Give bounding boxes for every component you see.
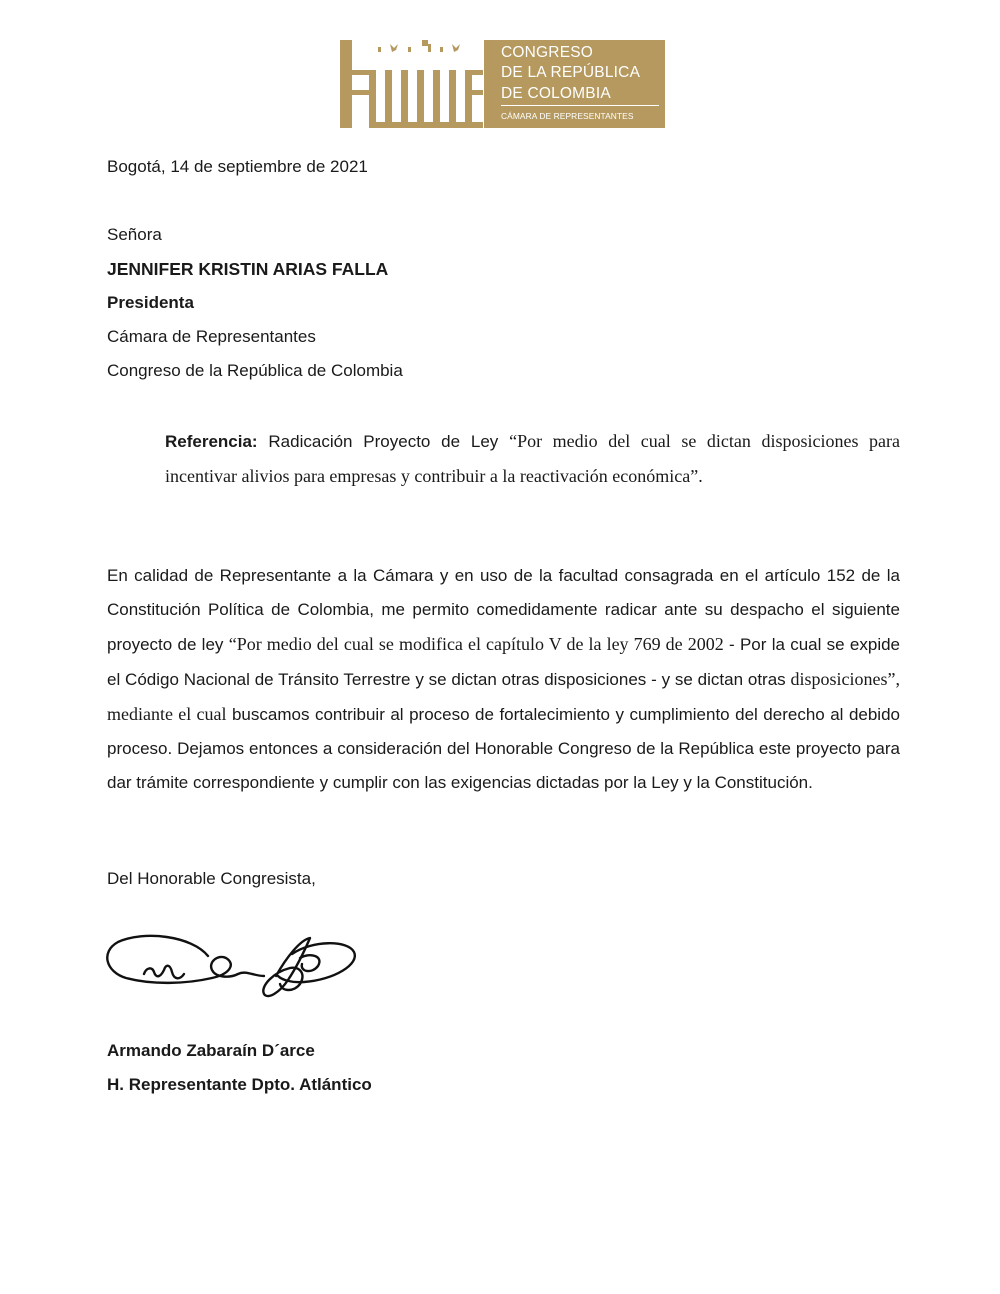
- reference-title: “Por medio del cual se dictan disposiciones para incentivar alivios para empresas y contribuir a la reactivación económica”.: [165, 431, 900, 486]
- signer-position: H. Representante Dpto. Atlántico: [107, 1075, 372, 1094]
- salutation: Señora: [107, 225, 162, 244]
- letterhead-subline: CÁMARA DE REPRESENTANTES: [501, 111, 634, 121]
- letterhead-title-box: [484, 40, 665, 128]
- reference-label: Referencia:: [165, 432, 258, 451]
- bill-title-b: - Por la cual se expide el Código Nacional de Tránsito Terrestre y se dictan otras disposiciones - y se dictan otras: [107, 635, 901, 689]
- date-line: Bogotá, 14 de septiembre de 2021: [107, 157, 368, 176]
- body-paragraph: [107, 559, 900, 800]
- signer-name: Armando Zabaraín D´arce: [107, 1041, 315, 1060]
- body-part-1: En calidad de Representante a la Cámara y en uso de la facultad consagrada en el artículo 152 de la Constitución Política de Colombia, me permito comedidamente radicar ante su despacho el siguiente proyecto de ley: [107, 566, 900, 654]
- letterhead-logo: [340, 40, 665, 128]
- bill-title-a: “Por medio del cual se modifica el capítulo V de la ley 769 de 2002: [228, 634, 724, 654]
- recipient-name: JENNIFER KRISTIN ARIAS FALLA: [107, 259, 389, 279]
- handwritten-signature: [104, 928, 360, 1008]
- closing-line: Del Honorable Congresista,: [107, 869, 316, 888]
- letterhead-line-1: CONGRESO: [501, 44, 594, 61]
- capitol-emblem-icon: [340, 40, 483, 128]
- reference-text: Radicación Proyecto de Ley: [257, 432, 510, 451]
- recipient-institution: Congreso de la República de Colombia: [107, 361, 403, 380]
- letterhead-line-3: DE COLOMBIA: [501, 85, 611, 102]
- recipient-chamber: Cámara de Representantes: [107, 327, 316, 346]
- letterhead-line-2: DE LA REPÚBLICA: [501, 64, 641, 81]
- letterhead-divider: [501, 105, 659, 106]
- body-part-2: buscamos contribuir al proceso de fortalecimiento y cumplimiento del derecho al debido proceso. Dejamos entonces a consideración del Honorable Congreso de la República este proyecto para dar trámite correspondiente y cumplir con las exigencias dictadas por la Ley y la Constitución.: [107, 705, 900, 792]
- reference-block: [165, 424, 900, 494]
- recipient-title: Presidenta: [107, 293, 194, 312]
- bill-title-c: disposiciones”, mediante el cual: [107, 669, 900, 724]
